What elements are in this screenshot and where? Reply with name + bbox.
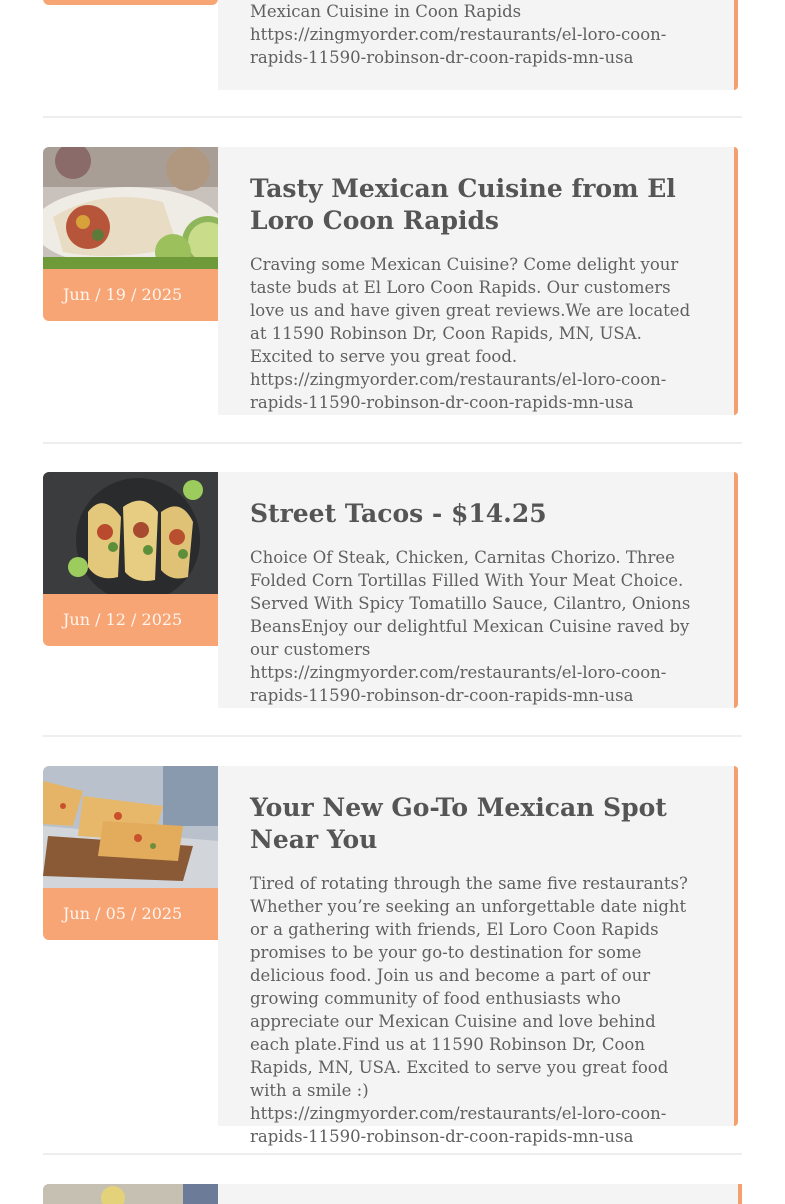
date-badge-partial	[43, 0, 218, 5]
blog-post-partial-top	[43, 0, 742, 90]
divider	[43, 442, 742, 444]
divider	[43, 735, 742, 737]
post-date: Jun / 05 / 2025	[43, 888, 218, 940]
post-excerpt: Choice Of Steak, Chicken, Carnitas Chorizo. Three Folded Corn Tortillas Filled With Your Meat Choice. Served With Spicy Tomatillo Sauce, Cilantro, Onions BeansEnjoy our delightful Mexican Cuisine raved by our customers https://zingmyorder.com/restaurants/el-loro-coon-rapids-11590-robinson-dr-coon-rapids-mn-usa	[250, 548, 691, 705]
post-date: Jun / 12 / 2025	[43, 594, 218, 646]
divider	[43, 116, 742, 118]
post-thumbnail[interactable]	[43, 472, 218, 646]
quesadilla-image[interactable]	[43, 766, 218, 888]
blog-post[interactable]	[43, 766, 742, 1146]
blog-post-partial-bottom[interactable]	[43, 1184, 742, 1204]
blog-post[interactable]	[43, 472, 742, 708]
post-thumbnail-partial[interactable]	[43, 1184, 218, 1204]
post-excerpt-line: Mexican Cuisine in Coon Rapids	[250, 2, 522, 21]
divider	[43, 1153, 742, 1155]
blog-post[interactable]	[43, 147, 742, 415]
post-title[interactable]: Your New Go-To Mexican Spot Near You	[250, 793, 667, 854]
post-title[interactable]: Street Tacos - $14.25	[250, 499, 547, 528]
post-card[interactable]	[218, 766, 738, 1146]
post-card[interactable]	[218, 147, 738, 415]
post-thumbnail[interactable]	[43, 147, 218, 321]
post-excerpt	[250, 0, 698, 69]
post-card	[218, 0, 738, 90]
post-title[interactable]: Tasty Mexican Cuisine from El Loro Coon Rapids	[250, 174, 676, 235]
tacos-image[interactable]	[43, 472, 218, 594]
post-link[interactable]: https://zingmyorder.com/restaurants/el-loro-coon-rapids-11590-robinson-dr-coon-rapids-mn-usa	[250, 25, 667, 67]
post-card[interactable]	[218, 472, 738, 708]
post-excerpt: Craving some Mexican Cuisine? Come delight your taste buds at El Loro Coon Rapids. Our customers love us and have given great reviews.We are located at 11590 Robinson Dr, Coon Rapids, MN, USA. Excited to serve you great food. https://zingmyorder.com/restaurants/el-loro-coon-rapids-11590-robinson-dr-coon-rapids-mn-usa	[250, 255, 691, 412]
burrito-image[interactable]	[43, 147, 218, 269]
post-excerpt: Tired of rotating through the same five restaurants? Whether you’re seeking an unforgettable date night or a gathering with friends, El Loro Coon Rapids promises to be your go-to destination for some delicious food. Join us and become a part of our growing community of food enthusiasts who appreciate our Mexican Cuisine and love behind each plate.Find us at 11590 Robinson Dr, Coon Rapids, MN, USA. Excited to serve you great food with a smile :) https://zingmyorder.com/restaurants/el-loro-coon-rapids-11590-robinson-dr-coon-rapids-mn-usa	[250, 874, 688, 1146]
post-card-partial	[218, 1184, 742, 1204]
post-date: Jun / 19 / 2025	[43, 269, 218, 321]
post-thumbnail[interactable]	[43, 766, 218, 940]
